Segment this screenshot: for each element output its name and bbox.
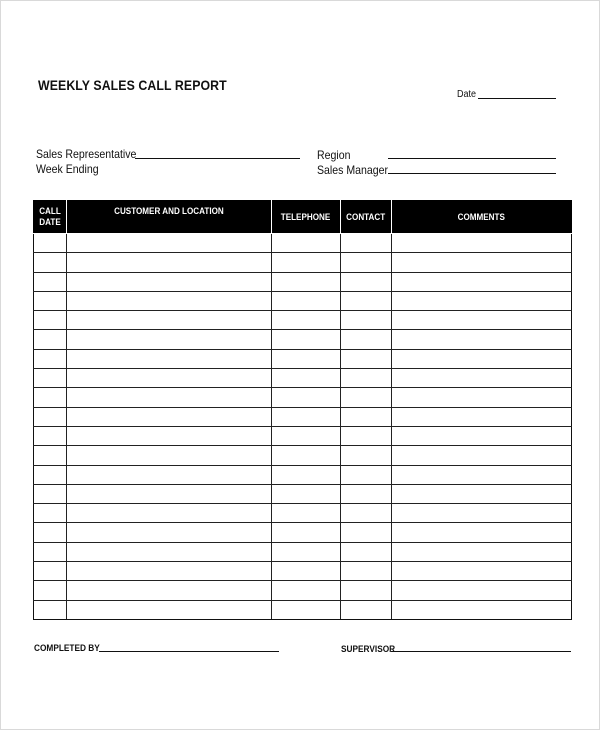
telephone-cell[interactable] — [272, 234, 341, 253]
contact-cell[interactable] — [341, 311, 392, 330]
contact-cell[interactable] — [341, 446, 392, 465]
telephone-cell[interactable] — [272, 369, 341, 388]
telephone-cell[interactable] — [272, 465, 341, 484]
comments-cell[interactable] — [392, 581, 572, 600]
contact-cell[interactable] — [341, 581, 392, 600]
table-row — [34, 581, 572, 600]
call-date-cell[interactable] — [34, 446, 67, 465]
telephone-cell[interactable] — [272, 542, 341, 561]
customer-location-cell[interactable] — [67, 581, 272, 600]
call-date-cell[interactable] — [34, 369, 67, 388]
contact-cell[interactable] — [341, 465, 392, 484]
sales-manager-field-line[interactable] — [388, 173, 556, 174]
customer-location-cell[interactable] — [67, 369, 272, 388]
customer-location-cell[interactable] — [67, 426, 272, 445]
customer-location-cell[interactable] — [67, 291, 272, 310]
telephone-cell[interactable] — [272, 330, 341, 349]
table-row — [34, 465, 572, 484]
customer-location-cell[interactable] — [67, 523, 272, 542]
comments-cell[interactable] — [392, 484, 572, 503]
comments-cell[interactable] — [392, 542, 572, 561]
telephone-cell[interactable] — [272, 291, 341, 310]
customer-location-cell[interactable] — [67, 600, 272, 619]
contact-cell[interactable] — [341, 407, 392, 426]
telephone-cell[interactable] — [272, 407, 341, 426]
contact-cell[interactable] — [341, 291, 392, 310]
contact-cell[interactable] — [341, 253, 392, 272]
table-row — [34, 349, 572, 368]
telephone-cell[interactable] — [272, 426, 341, 445]
call-date-cell[interactable] — [34, 600, 67, 619]
comments-cell[interactable] — [392, 311, 572, 330]
table-header-row — [34, 201, 572, 234]
contact-cell[interactable] — [341, 523, 392, 542]
column-header-customer-location: CUSTOMER AND LOCATION — [67, 201, 272, 234]
comments-cell[interactable] — [392, 253, 572, 272]
table-row — [34, 311, 572, 330]
telephone-cell[interactable] — [272, 484, 341, 503]
call-date-cell[interactable] — [34, 465, 67, 484]
call-date-cell[interactable] — [34, 504, 67, 523]
customer-location-cell[interactable] — [67, 253, 272, 272]
call-date-cell[interactable] — [34, 581, 67, 600]
contact-cell[interactable] — [341, 600, 392, 619]
date-label: Date — [457, 89, 477, 100]
sales-representative-field-line[interactable] — [135, 158, 300, 159]
comments-cell[interactable] — [392, 446, 572, 465]
customer-location-cell[interactable] — [67, 562, 272, 581]
contact-cell[interactable] — [341, 272, 392, 291]
contact-cell[interactable] — [341, 349, 392, 368]
customer-location-cell[interactable] — [67, 330, 272, 349]
contact-cell[interactable] — [341, 504, 392, 523]
table-row — [34, 272, 572, 291]
week-ending-label: Week Ending — [36, 162, 99, 176]
table-row — [34, 523, 572, 542]
contact-cell[interactable] — [341, 426, 392, 445]
call-date-cell[interactable] — [34, 253, 67, 272]
call-date-cell[interactable] — [34, 349, 67, 368]
call-date-cell[interactable] — [34, 291, 67, 310]
contact-cell[interactable] — [341, 562, 392, 581]
table-row — [34, 388, 572, 407]
comments-cell[interactable] — [392, 600, 572, 619]
call-date-cell[interactable] — [34, 523, 67, 542]
report-title: WEEKLY SALES CALL REPORT — [38, 77, 227, 93]
table-row — [34, 484, 572, 503]
column-header-comments: COMMENTS — [392, 201, 572, 234]
table-row — [34, 562, 572, 581]
customer-location-cell[interactable] — [67, 446, 272, 465]
customer-location-cell[interactable] — [67, 407, 272, 426]
region-label: Region — [317, 148, 351, 162]
comments-cell[interactable] — [392, 465, 572, 484]
contact-cell[interactable] — [341, 369, 392, 388]
telephone-cell[interactable] — [272, 272, 341, 291]
comments-cell[interactable] — [392, 523, 572, 542]
customer-location-cell[interactable] — [67, 234, 272, 253]
call-date-cell[interactable] — [34, 542, 67, 561]
table-row — [34, 542, 572, 561]
column-header-contact: CONTACT — [341, 201, 392, 234]
telephone-cell[interactable] — [272, 562, 341, 581]
column-header-telephone: TELEPHONE — [272, 201, 341, 234]
table-row — [34, 330, 572, 349]
comments-cell[interactable] — [392, 504, 572, 523]
comments-cell[interactable] — [392, 234, 572, 253]
customer-location-cell[interactable] — [67, 504, 272, 523]
customer-location-cell[interactable] — [67, 465, 272, 484]
contact-cell[interactable] — [341, 388, 392, 407]
customer-location-cell[interactable] — [67, 272, 272, 291]
contact-cell[interactable] — [341, 234, 392, 253]
call-date-cell[interactable] — [34, 562, 67, 581]
customer-location-cell[interactable] — [67, 484, 272, 503]
column-header-call-date: CALL DATE — [34, 201, 67, 234]
table-row — [34, 253, 572, 272]
telephone-cell[interactable] — [272, 504, 341, 523]
telephone-cell[interactable] — [272, 581, 341, 600]
comments-cell[interactable] — [392, 349, 572, 368]
customer-location-cell[interactable] — [67, 311, 272, 330]
call-date-cell[interactable] — [34, 330, 67, 349]
table-row — [34, 426, 572, 445]
call-date-cell[interactable] — [34, 388, 67, 407]
customer-location-cell[interactable] — [67, 388, 272, 407]
telephone-cell[interactable] — [272, 446, 341, 465]
table-row — [34, 600, 572, 619]
table-row — [34, 446, 572, 465]
supervisor-field-line[interactable] — [391, 651, 571, 652]
date-field-line[interactable] — [478, 98, 556, 99]
comments-cell[interactable] — [392, 369, 572, 388]
sales-representative-label: Sales Representative — [36, 147, 137, 161]
contact-cell[interactable] — [341, 542, 392, 561]
telephone-cell[interactable] — [272, 253, 341, 272]
table-row — [34, 291, 572, 310]
contact-cell[interactable] — [341, 330, 392, 349]
table-body — [34, 234, 572, 620]
customer-location-cell[interactable] — [67, 542, 272, 561]
call-date-cell[interactable] — [34, 484, 67, 503]
comments-cell[interactable] — [392, 562, 572, 581]
comments-cell[interactable] — [392, 407, 572, 426]
supervisor-label: SUPERVISOR — [341, 644, 396, 654]
contact-cell[interactable] — [341, 484, 392, 503]
call-date-cell[interactable] — [34, 311, 67, 330]
table-row — [34, 504, 572, 523]
comments-cell[interactable] — [392, 330, 572, 349]
comments-cell[interactable] — [392, 291, 572, 310]
sales-manager-label: Sales Manager — [317, 163, 389, 177]
comments-cell[interactable] — [392, 272, 572, 291]
call-date-cell[interactable] — [34, 407, 67, 426]
telephone-cell[interactable] — [272, 523, 341, 542]
call-date-cell[interactable] — [34, 272, 67, 291]
table-row — [34, 407, 572, 426]
comments-cell[interactable] — [392, 388, 572, 407]
completed-by-field-line[interactable] — [99, 651, 279, 652]
sales-call-table — [33, 200, 572, 620]
table-row — [34, 234, 572, 253]
call-date-cell[interactable] — [34, 426, 67, 445]
table-row — [34, 369, 572, 388]
comments-cell[interactable] — [392, 426, 572, 445]
telephone-cell[interactable] — [272, 600, 341, 619]
telephone-cell[interactable] — [272, 388, 341, 407]
completed-by-label: COMPLETED BY — [34, 643, 100, 653]
region-field-line[interactable] — [388, 158, 556, 159]
call-date-cell[interactable] — [34, 234, 67, 253]
telephone-cell[interactable] — [272, 311, 341, 330]
customer-location-cell[interactable] — [67, 349, 272, 368]
telephone-cell[interactable] — [272, 349, 341, 368]
